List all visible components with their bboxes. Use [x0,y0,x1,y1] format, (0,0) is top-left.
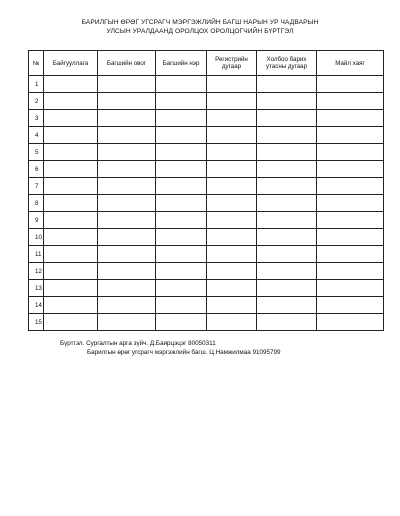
phone-cell [257,144,317,161]
surname-cell [98,110,156,127]
name-cell [156,212,207,229]
row-number: 15 [29,314,44,331]
table-row [29,178,384,195]
row-number: 11 [29,246,44,263]
table-header-row [29,51,384,76]
surname-cell [98,246,156,263]
email-cell [317,263,384,280]
register-cell [207,93,257,110]
surname-cell [98,263,156,280]
organization-cell [44,93,98,110]
email-cell [317,144,384,161]
surname-cell [98,195,156,212]
table-row [29,144,384,161]
organization-cell [44,178,98,195]
phone-cell [257,280,317,297]
header-teacher-name: Багшийн нэр [156,51,207,76]
organization-cell [44,144,98,161]
email-cell [317,212,384,229]
name-cell [156,93,207,110]
register-cell [207,212,257,229]
name-cell [156,229,207,246]
name-cell [156,161,207,178]
register-cell [207,229,257,246]
register-cell [207,280,257,297]
header-teacher-surname: Багшийн овог [98,51,156,76]
surname-cell [98,161,156,178]
footer-line-1: Бүртгэл. Сургалтын арга зүйч. Д.Баярцэцэг 80050311 [60,340,216,347]
header-number: № [29,51,44,76]
name-cell [156,144,207,161]
row-number: 8 [29,195,44,212]
header-email: Майл хаяг [317,51,384,76]
organization-cell [44,212,98,229]
organization-cell [44,297,98,314]
email-cell [317,195,384,212]
document-title [0,18,400,36]
email-cell [317,93,384,110]
row-number: 10 [29,229,44,246]
phone-cell [257,76,317,93]
footer-line-2: Барилгын өрөг угсрагч мэргэжлийн багш. Ц.Намжилмаа 91095799 [87,349,281,356]
email-cell [317,127,384,144]
register-cell [207,297,257,314]
surname-cell [98,76,156,93]
row-number: 12 [29,263,44,280]
table-body [29,76,384,331]
surname-cell [98,212,156,229]
table-row [29,127,384,144]
phone-cell [257,127,317,144]
organization-cell [44,246,98,263]
email-cell [317,161,384,178]
email-cell [317,178,384,195]
phone-cell [257,297,317,314]
header-register-number: Регистрийн дугаар [207,51,257,76]
table-row [29,76,384,93]
register-cell [207,314,257,331]
name-cell [156,76,207,93]
row-number: 4 [29,127,44,144]
phone-cell [257,93,317,110]
table-row [29,161,384,178]
name-cell [156,195,207,212]
register-cell [207,76,257,93]
organization-cell [44,127,98,144]
row-number: 7 [29,178,44,195]
title-line-2: УЛСЫН УРАЛДААНД ОРОЛЦОХ ОРОЛЦОГЧИЙН БҮРТГЭЛ [106,28,294,35]
register-cell [207,127,257,144]
email-cell [317,76,384,93]
row-number: 1 [29,76,44,93]
phone-cell [257,195,317,212]
surname-cell [98,297,156,314]
email-cell [317,297,384,314]
organization-cell [44,110,98,127]
email-cell [317,280,384,297]
email-cell [317,314,384,331]
table-row [29,263,384,280]
table-row [29,195,384,212]
surname-cell [98,280,156,297]
header-phone-number: Холбоо барих утасны дугаар [257,51,317,76]
surname-cell [98,144,156,161]
email-cell [317,229,384,246]
phone-cell [257,229,317,246]
phone-cell [257,246,317,263]
table-row [29,314,384,331]
surname-cell [98,229,156,246]
header-organization: Байгууллага [44,51,98,76]
table-row [29,229,384,246]
phone-cell [257,314,317,331]
row-number: 6 [29,161,44,178]
phone-cell [257,263,317,280]
name-cell [156,314,207,331]
name-cell [156,246,207,263]
register-cell [207,110,257,127]
table-row [29,212,384,229]
register-cell [207,161,257,178]
email-cell [317,110,384,127]
table-row [29,297,384,314]
table-row [29,246,384,263]
row-number: 3 [29,110,44,127]
table-row [29,280,384,297]
name-cell [156,280,207,297]
phone-cell [257,212,317,229]
row-number: 14 [29,297,44,314]
register-cell [207,144,257,161]
organization-cell [44,76,98,93]
surname-cell [98,127,156,144]
table-row [29,93,384,110]
row-number: 9 [29,212,44,229]
name-cell [156,127,207,144]
name-cell [156,263,207,280]
register-cell [207,178,257,195]
organization-cell [44,280,98,297]
name-cell [156,178,207,195]
organization-cell [44,314,98,331]
register-cell [207,195,257,212]
row-number: 5 [29,144,44,161]
email-cell [317,246,384,263]
register-cell [207,263,257,280]
organization-cell [44,229,98,246]
name-cell [156,110,207,127]
registration-table [28,50,384,331]
surname-cell [98,178,156,195]
organization-cell [44,263,98,280]
phone-cell [257,110,317,127]
row-number: 2 [29,93,44,110]
surname-cell [98,93,156,110]
register-cell [207,246,257,263]
name-cell [156,297,207,314]
table-row [29,110,384,127]
phone-cell [257,161,317,178]
surname-cell [98,314,156,331]
phone-cell [257,178,317,195]
organization-cell [44,161,98,178]
row-number: 13 [29,280,44,297]
title-line-1: БАРИЛГЫН ӨРӨГ УГСРАГЧ МЭРГЭЖЛИЙН БАГШ НАРЫН УР ЧАДВАРЫН [81,19,319,26]
organization-cell [44,195,98,212]
